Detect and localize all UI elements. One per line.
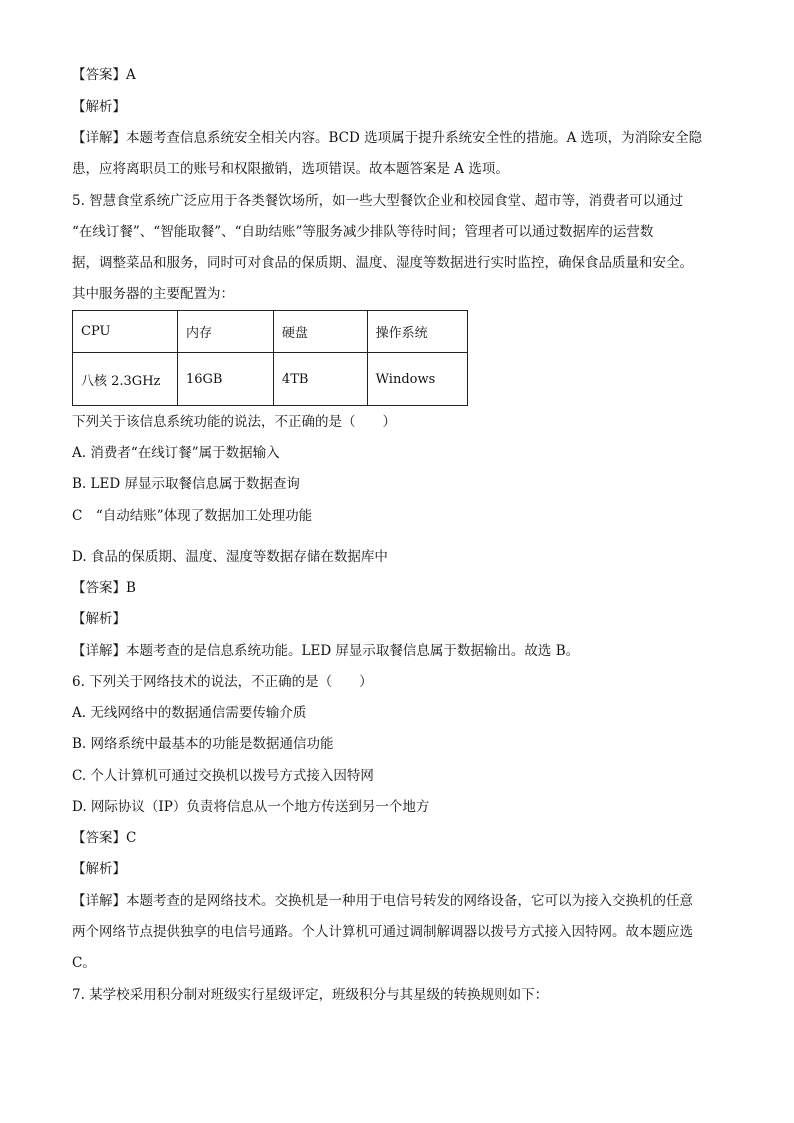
q6-option-a: A. 无线网络中的数据通信需要传输介质 [72, 705, 307, 721]
q5-analysis-heading: 【解析】 [72, 611, 126, 627]
q5-option-d: D. 食品的保质期、温度、湿度等数据存储在数据库中 [72, 549, 388, 565]
q5-option-b: B. LED 屏显示取餐信息属于数据查询 [72, 476, 300, 492]
q4-answer: 【答案】A [72, 67, 136, 83]
q6-stem: 6. 下列关于网络技术的说法，不正确的是（ ） [72, 674, 373, 690]
q6-option-d: D. 网际协议（IP）负责将信息从一个地方传送到另一个地方 [72, 799, 430, 815]
q6-option-c: C. 个人计算机可通过交换机以拨号方式接入因特网 [72, 768, 374, 784]
q6-answer: 【答案】C [72, 830, 137, 846]
q5-stem-line-2: “在线订餐”、“智能取餐”、“自助结账”等服务减少排队等待时间；管理者可以通过数据库的运营数 [72, 224, 654, 240]
table-cell: 4TB [273, 353, 367, 406]
q5-stem-line-1: 5. 智慧食堂系统广泛应用于各类餐饮场所，如一些大型餐饮企业和校园食堂、超市等，消费者可以通过 [72, 193, 684, 209]
q6-detail-line-1: 【详解】本题考查的是网络技术。交换机是一种用于电信号转发的网络设备，它可以为接入交换机的任意 [72, 893, 693, 909]
q5-stem-line-3: 据，调整菜品和服务，同时可对食品的保质期、温度、湿度等数据进行实时监控，确保食品质量和安全。 [72, 255, 693, 271]
q5-stem-line-4: 其中服务器的主要配置为： [72, 286, 234, 302]
q4-detail-line-2: 患，应将离职员工的账号和权限撤销，选项错误。故本题答案是 A 选项。 [72, 161, 509, 177]
q4-detail-line-1: 【详解】本题考查信息系统安全相关内容。BCD 选项属于提升系统安全性的措施。A 选项，为消除安全隐 [72, 130, 703, 146]
q6-option-b: B. 网络系统中最基本的功能是数据通信功能 [72, 736, 334, 752]
table-cell: Windows [367, 353, 467, 406]
q5-question: 下列关于该信息系统功能的说法，不正确的是（ ） [72, 414, 396, 430]
table-header-cell: CPU [73, 311, 178, 353]
q5-detail: 【详解】本题考查的是信息系统功能。LED 屏显示取餐信息属于数据输出。故选 B。 [72, 643, 580, 659]
table-cell: 16GB [178, 353, 274, 406]
q5-answer: 【答案】B [72, 580, 136, 596]
q6-detail-line-3: C。 [72, 955, 96, 971]
table-header-cell: 硬盘 [273, 311, 367, 353]
table-row [73, 353, 468, 406]
q7-stem: 7. 某学校采用积分制对班级实行星级评定，班级积分与其星级的转换规则如下： [72, 987, 549, 1003]
server-config-table [72, 310, 468, 406]
q4-analysis-heading: 【解析】 [72, 99, 126, 115]
q6-detail-line-2: 两个网络节点提供独享的电信号通路。个人计算机可通过调制解调器以拨号方式接入因特网。故本题应选 [72, 924, 693, 940]
q6-analysis-heading: 【解析】 [72, 861, 126, 877]
table-header-cell: 内存 [178, 311, 274, 353]
table-cell: 八核 2.3GHz [73, 353, 178, 406]
table-header-row [73, 311, 468, 353]
q5-option-a: A. 消费者“在线订餐”属于数据输入 [72, 445, 280, 461]
q5-option-c: C “自动结账”体现了数据加工处理功能 [72, 508, 313, 524]
table-header-cell: 操作系统 [367, 311, 467, 353]
